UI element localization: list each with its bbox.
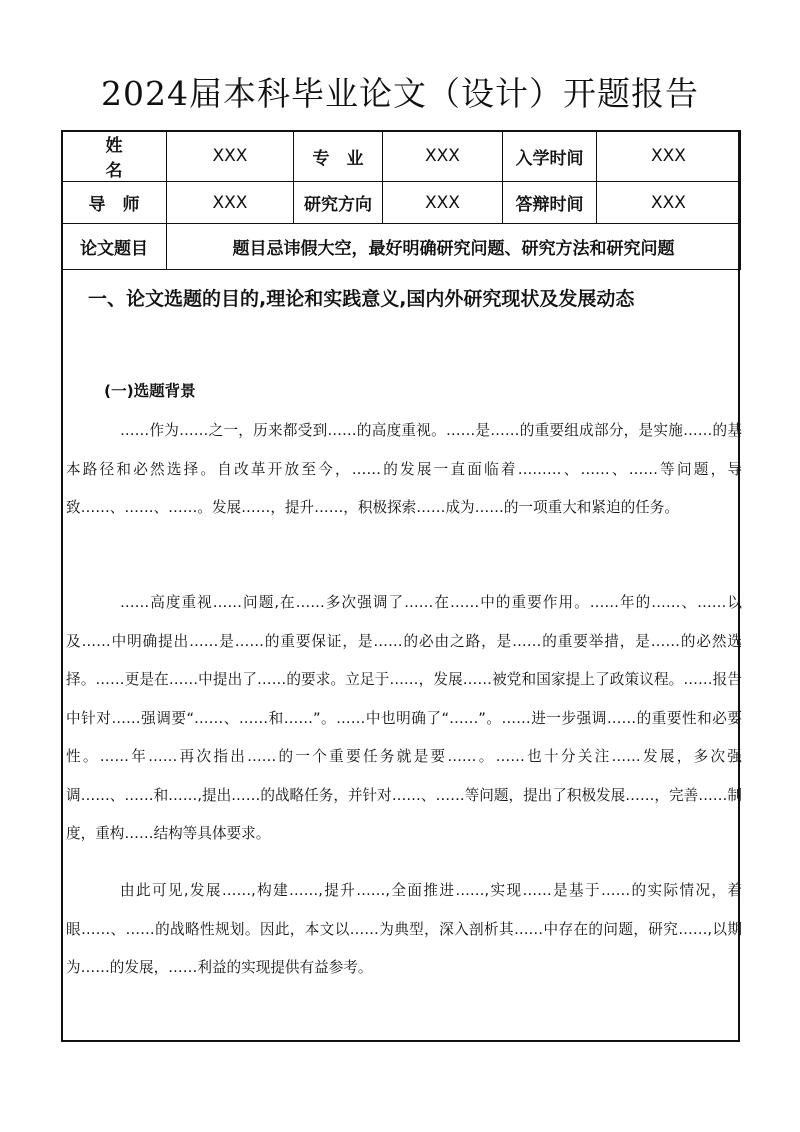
enroll-time-label: 入学时间 [503, 131, 597, 182]
section-heading: 一、论文选题的目的,理论和实践意义,国内外研究现状及发展动态 [88, 288, 635, 310]
info-row-topic [62, 224, 741, 270]
info-row-1 [62, 131, 741, 182]
document-title: 2024届本科毕业论文（设计）开题报告 [101, 74, 699, 113]
defense-time-label: 答辩时间 [503, 182, 597, 224]
defense-time-value: XXX [597, 182, 741, 224]
body-paragraph: ……高度重视……问题,在……多次强调了……在……中的重要作用。……年的……、……以及……中明确提出……是……的重要保证，是……的必由之路，是……的重要举措，是……的必然选择。……更是在……中提出了……的要求。立足于……，发展……被党和国家提上了政策议程。……报告中针对……强调要“……、……和……”。……中也明确了“……”。……进一步强调……的重要性和必要性。……年……再次指出……的一个重要任务就是要……。……也十分关注……发展，多次强调……、……和……,提出……的战略任务，并针对……、……等问题，提出了积极发展……，完善……制度，重构……结构等具体要求。 [66, 594, 742, 842]
subsection-heading: (一)选题背景 [104, 382, 196, 400]
major-label: 专 业 [294, 131, 383, 182]
enroll-time-value: XXX [597, 131, 741, 182]
thesis-topic-value: 题目忌讳假大空，最好明确研究问题、研究方法和研究问题 [167, 224, 741, 270]
name-value: XXX [167, 131, 294, 182]
info-row-2 [62, 182, 741, 224]
advisor-label: 导 师 [62, 182, 167, 224]
thesis-topic-label: 论文题目 [62, 224, 167, 270]
info-table [61, 130, 741, 270]
body-paragraph: 由此可见,发展……,构建……,提升……,全面推进……,实现……是基于……的实际情况，着眼……、……的战略性规划。因此，本文以……为典型，深入剖析其……中存在的问题，研究……,以期为……的发展，……利益的实现提供有益参考。 [66, 882, 742, 976]
body-paragraph: ……作为……之一，历来都受到……的高度重视。……是……的重要组成部分，是实施……的基本路径和必然选择。自改革开放至今，……的发展一直面临着………、……、……等问题，导致……、……、……。发展……，提升……，积极探索……成为……的一项重大和紧迫的任务。 [66, 422, 742, 516]
name-label: 姓 名 [62, 131, 167, 182]
advisor-value: XXX [167, 182, 294, 224]
research-direction-label: 研究方向 [294, 182, 383, 224]
research-direction-value: XXX [383, 182, 503, 224]
major-value: XXX [383, 131, 503, 182]
